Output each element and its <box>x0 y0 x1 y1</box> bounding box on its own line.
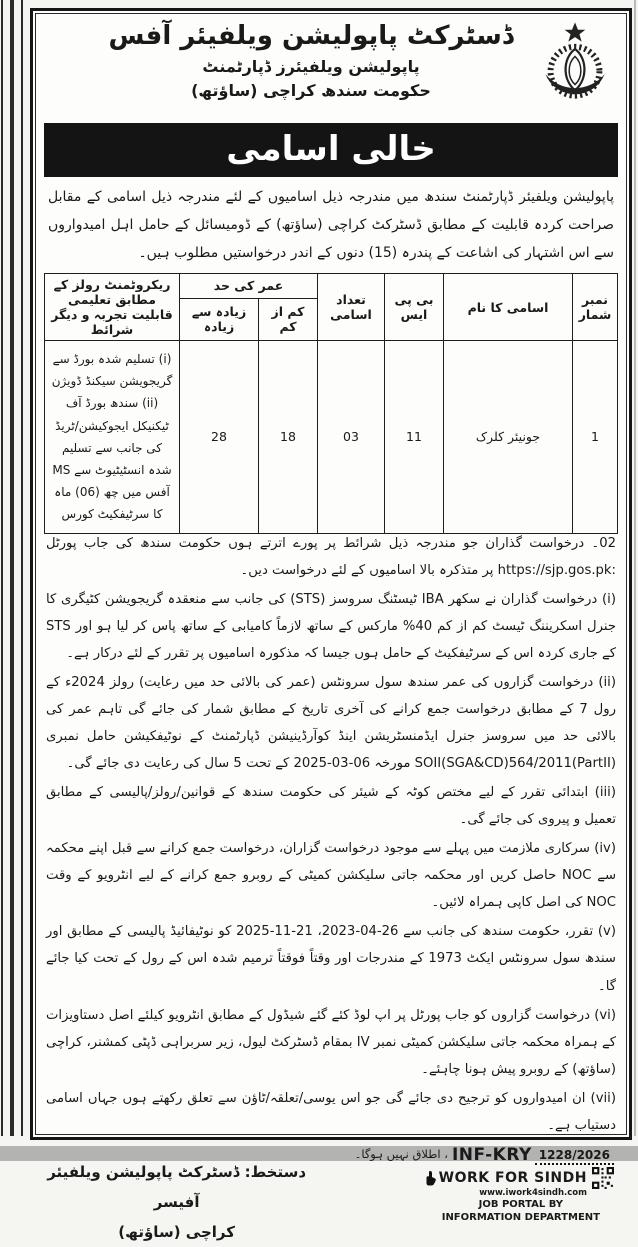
inf-block <box>307 1145 614 1225</box>
inf-code: INF-KRY <box>451 1144 532 1165</box>
col-posts-count-header: تعداد اسامی <box>318 274 385 341</box>
cell-post-name: جونیئر کلرک <box>444 341 573 534</box>
clause-vi <box>46 1002 616 1083</box>
intro-paragraph: پاپولیشن ویلفیئر ڈپارٹمنٹ سندھ میں مندرجہ ذیل اسامیوں کے لئے مندرجہ ذیل اسامی کے مقابل صراحت کردہ قابلیت کے مطابق ڈسٹرکٹ کراچی (ساؤتھ) کے ڈومیسائل کے حامل اہل امیدواروں سے اس اشتہار کی اشاعت کے پندرہ (15) دنوں کے اندر درخواستیں مطلوب ہیں۔ <box>48 189 614 261</box>
signature-label: دستخط: ڈسٹرکٹ پاپولیشن ویلفیئر آفیسر <box>47 1162 307 1211</box>
inf-note-urdu: ، اطلاق نہیں ہوگا۔ <box>354 1146 448 1161</box>
portal-tagline-line2: INFORMATION DEPARTMENT <box>441 1212 600 1224</box>
newspaper-column-rule <box>10 0 14 1136</box>
clause-iv <box>46 835 616 916</box>
work-for-sindh-wordmark: WORK FOR SINDH <box>438 1169 587 1186</box>
cell-qualification: (i) تسلیم شدہ بورڈ سے گریجویشن سیکنڈ ڈویژن (ii) سندھ بورڈ آف ٹیکنیکل ایجوکیشن/ٹریڈ کی جانب سے تسلیم شدہ انسٹیٹیوٹ سے MS آفس میں چھ (06) ماہ کا سرٹیفکیٹ کورس <box>45 341 180 534</box>
col-age-min-header: کم از کم <box>259 298 318 340</box>
signature-location: کراچی (ساؤتھ) <box>118 1222 235 1241</box>
clause-v-text: تقرر، حکومت سندھ کی جانب سے 26-04-2023، 21-11-2025 کو نوٹیفائیڈ پالیسی کے مطابق اور سندھ سول سرونٹس ایکٹ 1973 کے مندرجات اور وقتاً فوقتاً ترمیم شدہ اس کے رول کے تحت کیا جائے گا۔ <box>46 924 616 994</box>
clause-ii-label: (ii) <box>598 674 616 690</box>
clause-i <box>46 586 616 667</box>
job-advert <box>30 8 632 1241</box>
portal-tagline-line1: JOB PORTAL BY <box>478 1198 564 1210</box>
inf-number: 1228/2026 <box>535 1148 614 1165</box>
col-post-name-header: اسامی کا نام <box>444 274 573 341</box>
advert-footer <box>44 1141 618 1241</box>
office-title: ڈسٹرکٹ پاپولیشن ویلفیئر آفس <box>108 21 514 51</box>
cell-bps: 11 <box>385 341 444 534</box>
work-for-sindh-row <box>425 1167 614 1189</box>
job-advert-inner <box>35 13 627 1241</box>
signature-block <box>46 1145 307 1247</box>
clause-vii <box>46 1085 616 1139</box>
advert-header <box>44 18 618 120</box>
cell-serial: 1 <box>573 341 618 534</box>
clause-vii-text: ان امیدواروں کو ترجیح دی جائے گی جو اس یوسی/تعلقہ/ٹاؤن سے تعلق رکھتے ہوں جہاں اسامی دستیاب ہے۔ <box>46 1090 616 1133</box>
clause-02-text: درخواست گذاران جو مندرجہ ذیل شرائط پر پورے اترتے ہوں حکومت سندھ کی جاب پورٹل :https://sjp.gos.pk پر متذکرہ بالا اسامیوں کے لئے درخواست دیں۔ <box>46 535 616 578</box>
clause-iii-label: (iii) <box>594 785 616 801</box>
advert-titles <box>44 18 618 100</box>
clause-iii <box>46 779 616 833</box>
conditions-list <box>44 526 618 1141</box>
clause-ii-text: درخواست گزاروں کی عمر سندھ سول سرونٹس (عمر کی بالائی حد میں رعایت) رولز 2024ء کے رول 7 کے مطابق درخواست جمع کرانے کی آخری تاریخ کے مطابق شمار کی جائے گی تاہم عمر کی بالائی حد میں سروسز جنرل ایڈمنسٹریشن اینڈ کوآرڈینیشن ڈپارٹمنٹ کے نوٹیفکیشن حامل نمبری SOII(SGA&CD)564/2011(PartII) مورخہ 06-03-2025 کے تحت 5 سال کی رعایت دی جائے گی۔ <box>46 674 616 771</box>
clause-vi-label: (vi) <box>594 1007 616 1023</box>
vacancy-banner: خالی اسامی <box>44 123 618 177</box>
col-serial-header: نمبر شمار <box>573 274 618 341</box>
government-subtitle: حکومت سندھ کراچی (ساؤتھ) <box>191 80 431 100</box>
clause-iii-text: ابتدائی تقرر کے لیے مختص کوٹہ کے شیئر کی حکومت سندھ کے قوانین/رولز/پالیسی کے مطابق تعمیل و پیروی کی جائے گی۔ <box>46 785 616 828</box>
clause-02 <box>46 530 616 584</box>
portal-tagline <box>442 1198 600 1225</box>
clause-v <box>46 918 616 999</box>
department-subtitle: پاپولیشن ویلفیئرز ڈپارٹمنٹ <box>202 56 420 76</box>
inf-row <box>355 1145 614 1165</box>
col-age-max-header: زیادہ سے زیادہ <box>180 298 259 340</box>
cell-age-max: 28 <box>180 341 259 534</box>
newspaper-column-rule <box>634 0 636 1136</box>
clause-iv-label: (iv) <box>594 841 616 857</box>
newspaper-column-rule <box>21 0 23 1136</box>
cell-age-min: 18 <box>259 341 318 534</box>
table-row <box>45 341 618 534</box>
cell-posts-count: 03 <box>318 341 385 534</box>
vacancy-table <box>44 273 618 526</box>
col-age-limit-header: عمر کی حد <box>180 274 318 299</box>
clause-vii-label: (vii) <box>590 1090 616 1106</box>
clause-iv-text: سرکاری ملازمت میں پہلے سے موجود درخواست گزاران، درخواست جمع کرانے سے قبل اپنے محکمہ سے NOC حاصل کریں اور محکمہ جاتی سلیکشن کمیٹی کے روبرو جمع کرانے کے لیے انٹرویو کے وقت NOC کی اصل کاپی ہمراہ لائیں۔ <box>46 841 617 911</box>
clause-i-text: درخواست گذاران نے سکھر IBA ٹیسٹنگ سروسز (STS) کی جانب سے منعقدہ گریجویشن کٹیگری کا جنرل اسکریننگ ٹیسٹ کم از کم 40% مارکس کے ساتھ لازماً کامیابی کے ساتھ پاس کر لیا ہو اور STS کے جاری کردہ اس کے سرٹیفکیٹ کے حامل ہوں جیسا کہ مذکورہ اسامیوں پر تقرر کے لئے درکار ہے۔ <box>46 591 616 661</box>
clause-ii <box>46 669 616 777</box>
sindh-government-emblem-icon <box>538 20 612 118</box>
clause-vi-text: درخواست گزاروں کو جاب پورٹل پر اپ لوڈ کئے گئے شیڈول کے مطابق انٹرویو کیلئے اصل دستاویزات کے ہمراہ محکمہ جاتی سلیکشن کمیٹی نمبر IV بمقام ڈسٹرکٹ لیول، زیر سربراہی ڈپٹی کمشنر، کراچی (ساؤتھ) کے روبرو پیش ہونا چاہئے۔ <box>46 1007 617 1077</box>
col-qualification-header: ریکروٹمنٹ رولز کے مطابق تعلیمی قابلیت تجربہ و دیگر شرائط <box>45 274 180 341</box>
clause-i-label: (i) <box>602 591 616 607</box>
qr-code-icon <box>592 1167 614 1189</box>
newspaper-column-rule <box>1 0 3 1136</box>
hand-icon <box>425 1170 437 1186</box>
portal-url: www.iwork4sindh.com <box>479 1187 587 1198</box>
clause-02-label: 02۔ <box>591 535 616 551</box>
clause-v-label: (v) <box>597 924 616 940</box>
col-bps-header: بی پی ایس <box>385 274 444 341</box>
